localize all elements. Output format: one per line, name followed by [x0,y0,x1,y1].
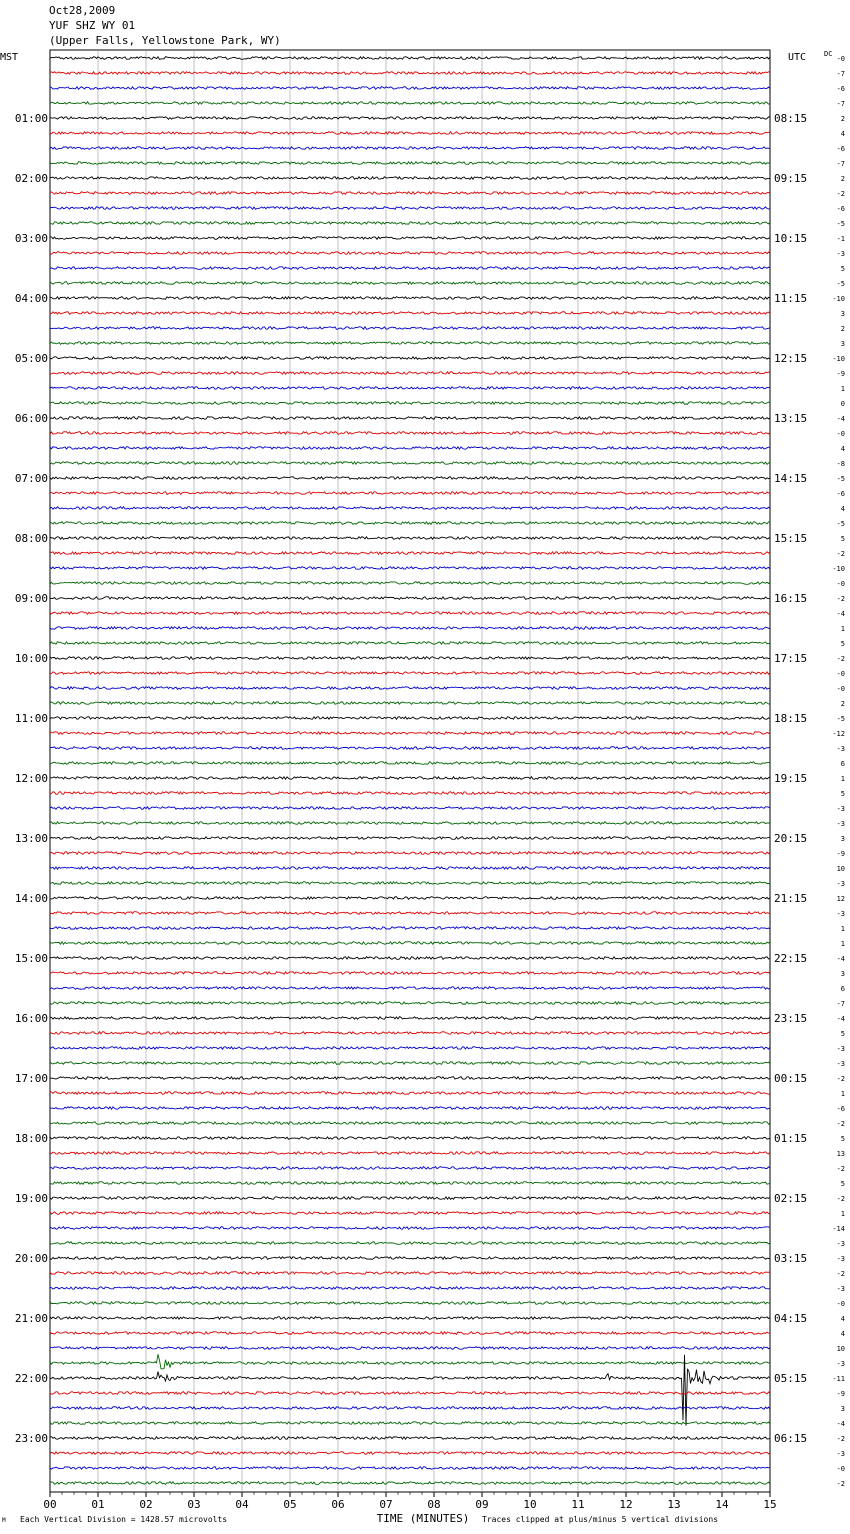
trace-row-55 [50,882,770,885]
trace-row-26 [50,447,770,450]
x-tick-label: 05 [283,1498,297,1511]
dc-offset-57: -3 [836,910,845,918]
trace-row-30 [50,507,770,510]
dc-offset-95: -2 [836,1480,845,1488]
trace-row-89 [50,1392,770,1395]
left-hour-label: 13:00 [14,832,48,845]
trace-row-63 [50,1002,770,1005]
dc-offset-52: 3 [840,835,845,843]
trace-row-19 [50,342,770,345]
trace-row-4 [50,117,770,120]
trace-row-61 [50,972,770,975]
right-hour-label: 22:15 [774,952,808,965]
right-hour-label: 21:15 [774,892,808,905]
dc-offset-63: -7 [836,1000,845,1008]
dc-offset-44: -5 [836,715,845,723]
trace-row-53 [50,852,770,855]
trace-row-25 [50,432,770,435]
trace-row-15 [50,282,770,285]
right-hour-label: 10:15 [774,232,808,245]
trace-row-27 [50,462,770,465]
dc-offset-16: -10 [832,295,845,303]
dc-offset-65: 5 [840,1030,845,1038]
left-hour-label: 01:00 [14,112,48,125]
left-hour-label: 03:00 [14,232,48,245]
trace-row-84 [50,1317,770,1320]
right-hour-label: 12:15 [774,352,808,365]
dc-offset-61: 3 [840,970,845,978]
right-hour-label: 01:15 [774,1132,808,1145]
trace-row-37 [50,612,770,615]
trace-row-82 [50,1287,770,1290]
dc-offset-11: -5 [836,220,845,228]
plot-date: Oct28,2009 [49,4,116,17]
dc-offset-17: 3 [840,310,845,318]
dc-offset-49: 5 [840,790,845,798]
trace-row-59 [50,942,770,945]
trace-row-47 [50,762,770,765]
corner-mark: M [2,1517,6,1524]
right-hour-label: 04:15 [774,1312,808,1325]
left-hour-label: 19:00 [14,1192,48,1205]
x-tick-label: 12 [619,1498,633,1511]
trace-row-92 [50,1437,770,1440]
dc-offset-46: -3 [836,745,845,753]
right-hour-label: 09:15 [774,172,808,185]
right-hour-label: 05:15 [774,1372,808,1385]
right-hour-label: 08:15 [774,112,808,125]
dc-offset-33: -2 [836,550,845,558]
dc-offset-78: -14 [832,1225,845,1233]
trace-row-46 [50,747,770,750]
left-timezone-label: MST [0,52,19,63]
trace-row-24 [50,417,770,420]
trace-row-75 [50,1182,770,1185]
trace-row-41 [50,672,770,675]
x-tick-label: 00 [43,1498,57,1511]
trace-row-28 [50,477,770,480]
dc-offset-18: 2 [840,325,845,333]
trace-row-12 [50,237,770,240]
trace-row-95 [50,1482,770,1485]
x-tick-label: 02 [139,1498,153,1511]
left-hour-label: 08:00 [14,532,48,545]
dc-offset-54: 10 [836,865,845,873]
trace-row-80 [50,1257,770,1260]
dc-offset-86: 10 [836,1345,845,1353]
dc-offset-56: 12 [836,895,845,903]
dc-offset-8: 2 [840,175,845,183]
trace-row-91 [50,1422,770,1425]
scale-note: Each Vertical Division = 1428.57 microvolts [20,1515,228,1524]
dc-offset-28: -5 [836,475,845,483]
dc-offset-5: 4 [840,130,845,138]
trace-row-65 [50,1032,770,1035]
trace-row-33 [50,552,770,555]
right-hour-label: 11:15 [774,292,808,305]
left-hour-label: 12:00 [14,772,48,785]
trace-row-56 [50,897,770,900]
trace-row-43 [50,702,770,705]
dc-offset-12: -1 [836,235,845,243]
dc-offset-77: 1 [840,1210,845,1218]
x-tick-label: 01 [91,1498,105,1511]
left-hour-label: 09:00 [14,592,48,605]
right-hour-label: 18:15 [774,712,808,725]
trace-row-71 [50,1122,770,1125]
dc-offset-2: -6 [836,85,845,93]
trace-row-3 [50,102,770,105]
dc-offset-42: -0 [836,685,845,693]
dc-offset-71: -2 [836,1120,845,1128]
dc-label: DC [824,50,833,58]
trace-row-58 [50,927,770,930]
dc-offset-76: -2 [836,1195,845,1203]
dc-offset-0: -0 [836,55,845,63]
left-hour-label: 20:00 [14,1252,48,1265]
dc-offset-26: 4 [840,445,845,453]
right-hour-label: 19:15 [774,772,808,785]
trace-row-38 [50,627,770,630]
dc-offset-74: -2 [836,1165,845,1173]
left-hour-label: 22:00 [14,1372,48,1385]
trace-row-85 [50,1332,770,1335]
trace-row-44 [50,717,770,720]
trace-row-52 [50,837,770,840]
right-hour-label: 02:15 [774,1192,808,1205]
dc-offset-14: 5 [840,265,845,273]
trace-row-76 [50,1197,770,1200]
trace-row-18 [50,327,770,330]
dc-offset-88: -11 [832,1375,845,1383]
dc-offset-93: -3 [836,1450,845,1458]
dc-offset-25: -0 [836,430,845,438]
left-hour-label: 10:00 [14,652,48,665]
right-timezone-label: UTC [787,52,806,63]
left-hour-label: 06:00 [14,412,48,425]
x-tick-label: 04 [235,1498,249,1511]
dc-offset-39: 5 [840,640,845,648]
dc-offset-85: 4 [840,1330,845,1338]
dc-offset-55: -3 [836,880,845,888]
trace-row-8 [50,177,770,180]
x-tick-label: 07 [379,1498,393,1511]
dc-offset-10: -6 [836,205,845,213]
dc-offset-59: 1 [840,940,845,948]
right-hour-label: 14:15 [774,472,808,485]
trace-row-31 [50,522,770,525]
trace-row-21 [50,372,770,375]
trace-row-93 [50,1452,770,1455]
dc-offset-68: -2 [836,1075,845,1083]
x-tick-label: 06 [331,1498,345,1511]
dc-offset-38: 1 [840,625,845,633]
trace-row-14 [50,267,770,270]
left-hour-label: 21:00 [14,1312,48,1325]
trace-row-50 [50,807,770,810]
trace-row-79 [50,1242,770,1245]
dc-offset-75: 5 [840,1180,845,1188]
trace-row-62 [50,987,770,990]
trace-row-32 [50,537,770,540]
right-hour-label: 15:15 [774,532,808,545]
trace-row-81 [50,1272,770,1275]
dc-offset-81: -2 [836,1270,845,1278]
trace-row-34 [50,567,770,570]
trace-row-94 [50,1467,770,1470]
left-hour-label: 15:00 [14,952,48,965]
dc-offset-40: -2 [836,655,845,663]
x-axis-label: TIME (MINUTES) [376,1512,470,1525]
trace-row-87 [50,1354,770,1369]
trace-row-36 [50,597,770,600]
left-hour-label: 05:00 [14,352,48,365]
dc-offset-60: -4 [836,955,845,963]
dc-offset-94: -0 [836,1465,845,1473]
left-hour-label: 23:00 [14,1432,48,1445]
dc-offset-53: -9 [836,850,845,858]
trace-row-77 [50,1212,770,1215]
right-hour-label: 06:15 [774,1432,808,1445]
dc-offset-20: -10 [832,355,845,363]
trace-row-1 [50,72,770,75]
trace-row-51 [50,822,770,825]
trace-row-60 [50,957,770,960]
x-tick-label: 03 [187,1498,201,1511]
trace-row-64 [50,1017,770,1020]
trace-row-6 [50,147,770,150]
dc-offset-32: 5 [840,535,845,543]
trace-row-66 [50,1047,770,1050]
right-hour-label: 20:15 [774,832,808,845]
dc-offset-62: 6 [840,985,845,993]
trace-row-45 [50,732,770,735]
trace-row-88 [50,1355,770,1426]
dc-offset-64: -4 [836,1015,845,1023]
dc-offset-89: -9 [836,1390,845,1398]
dc-offset-79: -3 [836,1240,845,1248]
dc-offset-41: -0 [836,670,845,678]
dc-offset-1: -7 [836,70,845,78]
trace-row-11 [50,222,770,225]
dc-offset-21: -9 [836,370,845,378]
dc-offset-70: -6 [836,1105,845,1113]
dc-offset-66: -3 [836,1045,845,1053]
trace-row-86 [50,1347,770,1350]
dc-offset-48: 1 [840,775,845,783]
dc-offset-45: -12 [832,730,845,738]
x-tick-label: 14 [715,1498,729,1511]
right-hour-label: 17:15 [774,652,808,665]
trace-row-83 [50,1302,770,1305]
dc-offset-72: 5 [840,1135,845,1143]
trace-row-90 [50,1407,770,1410]
dc-offset-9: -2 [836,190,845,198]
left-hour-label: 17:00 [14,1072,48,1085]
right-hour-label: 03:15 [774,1252,808,1265]
left-hour-label: 16:00 [14,1012,48,1025]
x-tick-label: 08 [427,1498,441,1511]
dc-offset-3: -7 [836,100,845,108]
right-hour-label: 23:15 [774,1012,808,1025]
dc-offset-80: -3 [836,1255,845,1263]
dc-offset-22: 1 [840,385,845,393]
dc-offset-27: -8 [836,460,845,468]
trace-row-49 [50,792,770,795]
left-hour-label: 04:00 [14,292,48,305]
dc-offset-50: -3 [836,805,845,813]
x-tick-label: 10 [523,1498,537,1511]
trace-row-17 [50,312,770,315]
dc-offset-35: -0 [836,580,845,588]
dc-offset-51: -3 [836,820,845,828]
trace-row-57 [50,912,770,915]
dc-offset-84: 4 [840,1315,845,1323]
dc-offset-83: -0 [836,1300,845,1308]
x-tick-label: 09 [475,1498,489,1511]
right-hour-label: 16:15 [774,592,808,605]
left-hour-label: 18:00 [14,1132,48,1145]
dc-offset-47: 6 [840,760,845,768]
dc-offset-29: -6 [836,490,845,498]
clip-note: Traces clipped at plus/minus 5 vertical divisions [482,1515,719,1524]
dc-offset-19: 3 [840,340,845,348]
dc-offset-36: -2 [836,595,845,603]
trace-row-40 [50,657,770,660]
trace-row-7 [50,162,770,165]
dc-offset-69: 1 [840,1090,845,1098]
trace-row-10 [50,207,770,210]
dc-offset-43: 2 [840,700,845,708]
dc-offset-82: -3 [836,1285,845,1293]
dc-offset-7: -7 [836,160,845,168]
trace-row-42 [50,687,770,690]
trace-row-20 [50,357,770,360]
trace-row-29 [50,492,770,495]
dc-offset-90: 3 [840,1405,845,1413]
trace-row-68 [50,1077,770,1080]
trace-row-2 [50,87,770,90]
trace-row-78 [50,1227,770,1230]
dc-offset-67: -3 [836,1060,845,1068]
dc-offset-73: 13 [836,1150,845,1158]
trace-row-13 [50,252,770,255]
dc-offset-58: 1 [840,925,845,933]
x-tick-label: 11 [571,1498,585,1511]
trace-row-0 [50,57,770,60]
trace-row-70 [50,1107,770,1110]
dc-offset-4: 2 [840,115,845,123]
trace-row-22 [50,387,770,390]
trace-row-9 [50,192,770,195]
dc-offset-30: 4 [840,505,845,513]
trace-row-39 [50,642,770,645]
dc-offset-92: -2 [836,1435,845,1443]
dc-offset-87: -3 [836,1360,845,1368]
trace-row-48 [50,777,770,780]
right-hour-label: 00:15 [774,1072,808,1085]
trace-row-69 [50,1092,770,1095]
trace-row-72 [50,1137,770,1140]
dc-offset-37: -4 [836,610,845,618]
dc-offset-23: 0 [840,400,845,408]
dc-offset-13: -3 [836,250,845,258]
trace-row-16 [50,297,770,300]
trace-row-5 [50,132,770,135]
dc-offset-15: -5 [836,280,845,288]
trace-row-74 [50,1167,770,1170]
trace-row-73 [50,1152,770,1155]
left-hour-label: 11:00 [14,712,48,725]
trace-row-23 [50,402,770,405]
dc-offset-24: -4 [836,415,845,423]
trace-row-54 [50,867,770,870]
left-hour-label: 02:00 [14,172,48,185]
right-hour-label: 13:15 [774,412,808,425]
left-hour-label: 07:00 [14,472,48,485]
station-id: YUF SHZ WY 01 [49,19,136,32]
left-hour-label: 14:00 [14,892,48,905]
x-tick-label: 15 [763,1498,777,1511]
trace-row-35 [50,582,770,585]
station-location: (Upper Falls, Yellowstone Park, WY) [49,34,281,47]
x-tick-label: 13 [667,1498,681,1511]
dc-offset-34: -10 [832,565,845,573]
dc-offset-31: -5 [836,520,845,528]
plot-frame [50,50,770,1492]
dc-offset-91: -4 [836,1420,845,1428]
trace-row-67 [50,1062,770,1065]
dc-offset-6: -6 [836,145,845,153]
